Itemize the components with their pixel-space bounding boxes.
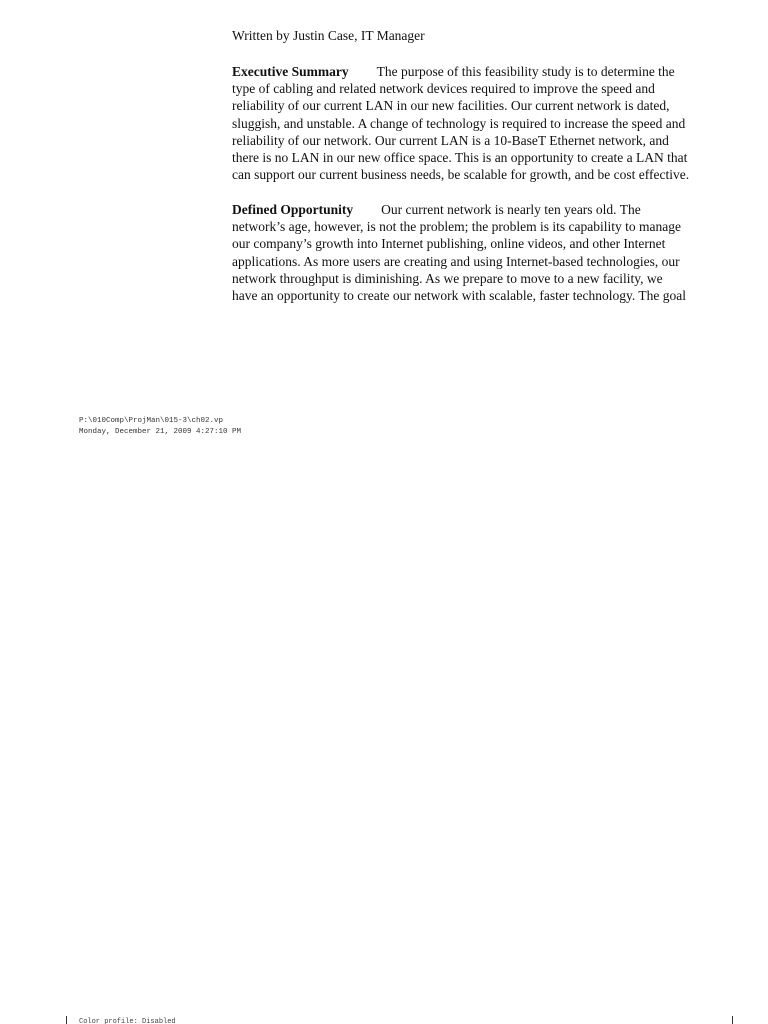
body-line: The purpose of this feasibility study is to determine the <box>376 64 675 79</box>
body-line: sluggish, and unstable. A change of technology is required to increase the speed and <box>232 115 686 131</box>
body-line: Our current network is nearly ten years old. The <box>381 202 641 217</box>
executive-summary-section <box>232 63 702 183</box>
crop-mark-right <box>732 1016 733 1024</box>
crop-mark-left <box>66 1016 67 1024</box>
body-line: our company’s growth into Internet publishing, online videos, and other Internet <box>232 236 666 252</box>
section-heading: Executive Summary <box>232 64 349 79</box>
byline: Written by Justin Case, IT Manager <box>232 28 425 43</box>
body-line: applications. As more users are creating and using Internet-based technologies, our <box>232 253 680 269</box>
page-footer-strip <box>0 1016 768 1024</box>
defined-opportunity-section <box>232 201 702 304</box>
body-line: reliability of our network. Our current LAN is a 10-BaseT Ethernet network, and <box>232 132 669 148</box>
slug-timestamp: Monday, December 21, 2009 4:27:10 PM <box>79 428 242 436</box>
body-line: have an opportunity to create our network with scalable, faster technology. The goal <box>232 288 686 304</box>
body-line: can support our current business needs, be scalable for growth, and be cost effective. <box>232 167 690 183</box>
section-heading: Defined Opportunity <box>232 202 354 217</box>
print-slug <box>79 416 241 438</box>
slug-file-path: P:\010Comp\ProjMan\015-3\ch02.vp <box>79 417 224 425</box>
section-first-line <box>232 201 702 218</box>
body-line: network’s age, however, is not the problem; the problem is its capability to manage <box>232 219 681 235</box>
body-line: type of cabling and related network devices required to improve the speed and <box>232 81 655 97</box>
color-profile-note: Color profile: Disabled <box>79 1018 176 1024</box>
body-line: reliability of our current LAN in our new facilities. Our current network is dated, <box>232 98 670 114</box>
body-line: there is no LAN in our new office space. This is an opportunity to create a LAN that <box>232 150 688 166</box>
body-line: network throughput is diminishing. As we prepare to move to a new facility, we <box>232 270 663 286</box>
section-first-line <box>232 63 702 80</box>
